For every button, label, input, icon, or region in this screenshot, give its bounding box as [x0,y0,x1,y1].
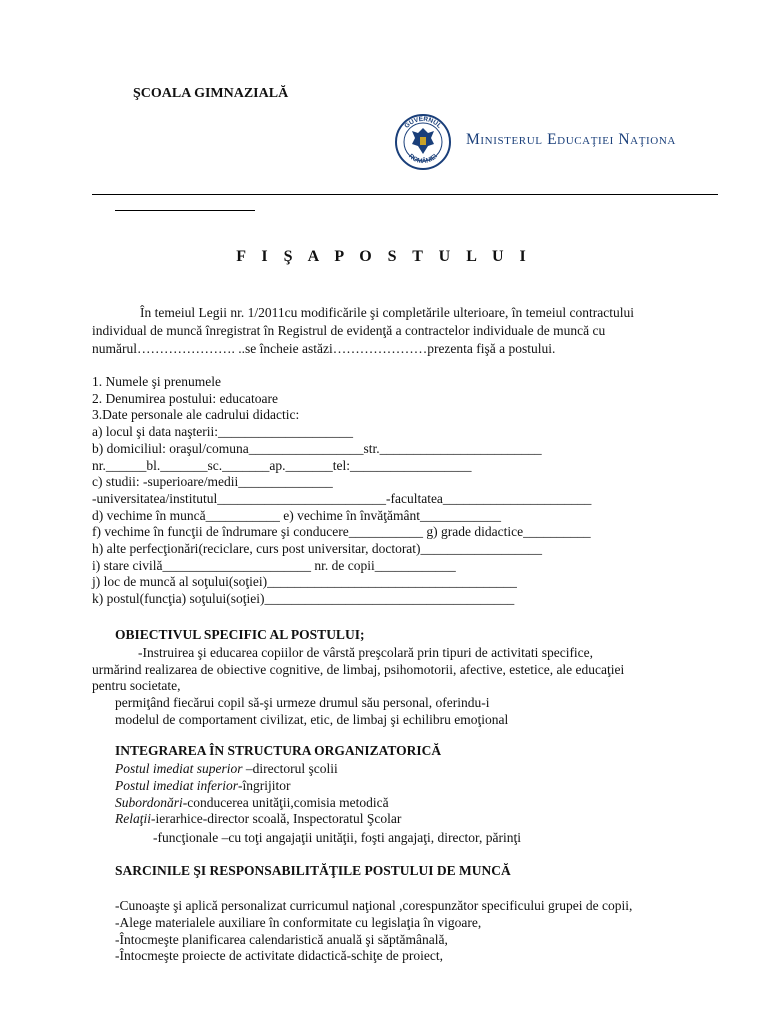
field-line: k) postul(funcţia) soţului(soţiei)_____________________________________ [92,591,515,607]
objective-heading: OBIECTIVUL SPECIFIC AL POSTULUI; [115,627,365,642]
integration-row [115,777,291,794]
integration-row [115,794,389,811]
intro-line-3: numărul…………………. ..se încheie astăzi…………………prezenta fişă a postului. [92,341,556,356]
integration-heading: INTEGRAREA ÎN STRUCTURA ORGANIZATORICĂ [115,743,442,758]
integration-value: -conducerea unităţii,comisia metodică [182,795,389,810]
personal-fields [92,374,732,608]
header-short-rule [115,210,255,211]
field-line: -universitatea/institutul_________________________-facultatea______________________ [92,490,592,506]
field-line: a) locul şi data naşterii:____________________ [92,424,353,440]
government-seal-icon [392,113,454,171]
field-line: 2. Denumirea postului: educatoare [92,390,278,406]
document-title: F I Ş A P O S T U L U I [236,248,532,265]
field-line: b) domiciliul: oraşul/comuna_________________str.________________________ [92,440,542,456]
svg-text:ROMÂNIEI: ROMÂNIEI [407,152,439,166]
field-line: i) stare civilă______________________ nr. de copii____________ [92,557,456,573]
intro-line-2: individual de muncă înregistrat în Registrul de evidenţă a contractelor individuale de muncă cu [92,323,606,338]
integration-label: Postul imediat inferior [115,778,238,793]
tasks-heading: SARCINILE ŞI RESPONSABILITĂŢILE POSTULUI DE MUNCĂ [115,863,511,878]
integration-value: -îngrijitor [238,778,291,793]
task-item: -Întocmeşte proiecte de activitate didactică-schiţe de proiect, [115,948,443,963]
svg-text:GUVERNUL: GUVERNUL [403,115,443,130]
ministry-name: Ministerul Educaţiei Naţiona [466,131,676,148]
school-name: ŞCOALA GIMNAZIALĂ [133,86,289,101]
objective-line-2: urmărind realizarea de obiective cognitive, de limbaj, psihomotorii, afective, estetice, ale educaţiei [92,662,625,677]
field-line: f) vechime în funcţii de îndrumare şi conducere___________ g) grade didactice__________ [92,524,591,540]
task-item: -Cunoaşte şi aplică personalizat curricumul naţional ,corespunzător specificului grupei de copii, [115,898,633,913]
task-item: -Întocmeşte planificarea calendaristică anuală şi săptămânală, [115,932,448,947]
field-line: nr.______bl._______sc._______ap._______tel:__________________ [92,457,472,473]
objective-line-4: permiţând fiecărui copil să-şi urmeze drumul său personal, oferindu-i [115,695,490,710]
integration-row [115,810,401,827]
objective-line-1: -Instruirea şi educarea copiilor de vârstă preşcolară prin tipuri de activitati specifice, [138,645,594,660]
task-item: -Alege materialele auxiliare în conformitate cu legislaţia în vigoare, [115,915,482,930]
field-line: j) loc de muncă al soţului(soţiei)_____________________________________ [92,574,517,590]
integration-functional: -funcţionale –cu toţi angajaţii unităţii, foşti angajaţi, director, părinţi [153,830,521,845]
field-line: 1. Numele şi prenumele [92,374,221,389]
field-line: c) studii: -superioare/medii______________ [92,474,333,490]
integration-label: Relaţii [115,811,151,826]
integration-label: Postul imediat superior [115,761,243,776]
field-line: 3.Date personale ale cadrului didactic: [92,407,300,423]
integration-value: -ierarhice-director scoală, Inspectoratul Şcolar [151,811,402,826]
integration-value: –directorul şcolii [242,761,338,776]
objective-line-3: pentru societate, [92,678,181,693]
intro-line-1: În temeiul Legii nr. 1/2011cu modificările şi completările ulterioare, în temeiul contractului [140,305,634,320]
integration-label: Subordonări [115,795,183,810]
ministry-logo [392,113,732,171]
header-rule [92,194,718,195]
integration-row [115,760,338,777]
objective-line-5: modelul de comportament civilizat, etic, de limbaj şi echilibru emoţional [115,712,509,727]
field-line: h) alte perfecţionări(reciclare, curs post universitar, doctorat)__________________ [92,541,543,557]
field-line: d) vechime în muncă___________ e) vechime în învăţământ____________ [92,507,502,523]
